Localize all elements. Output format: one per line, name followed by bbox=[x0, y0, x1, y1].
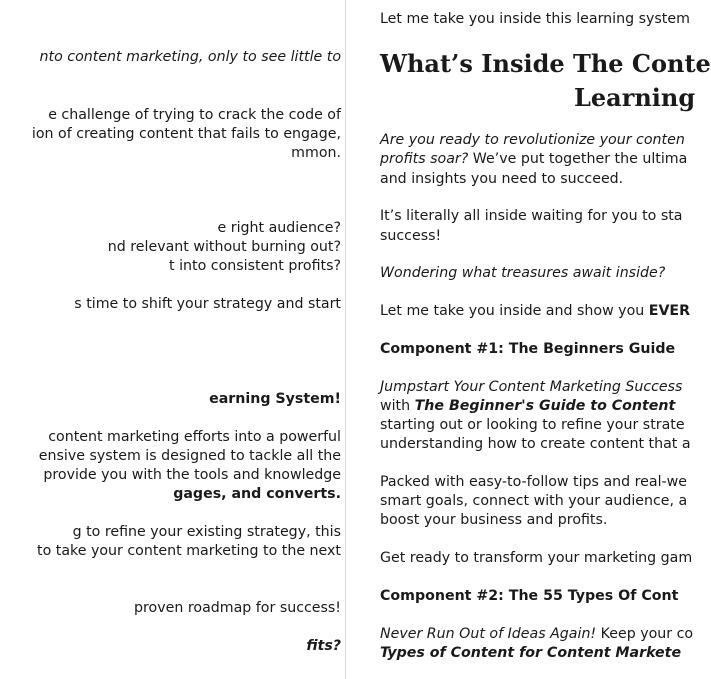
page-title: What’s Inside The Conte bbox=[380, 49, 711, 78]
left-heading-learning-system: earning System! bbox=[209, 391, 341, 407]
component-1-guide-title: The Beginner's Guide to Content bbox=[414, 398, 676, 414]
intro-paragraph-italic: profits soar? bbox=[380, 151, 469, 167]
page-title-line-2: Learning bbox=[574, 83, 696, 112]
component-1b-line-2: smart goals, connect with your audience, a bbox=[380, 493, 688, 509]
component-1b-line-3: boost your business and profits. bbox=[380, 512, 608, 528]
left-line-8: s time to shift your strategy and start bbox=[74, 296, 341, 312]
component-1b-line-1: Packed with easy-to-follow tips and real-we bbox=[380, 474, 687, 490]
left-line-16: proven roadmap for success! bbox=[134, 600, 341, 616]
left-line-15: to take your content marketing to the next bbox=[37, 543, 341, 559]
intro-paragraph-line-2 bbox=[380, 150, 687, 169]
show-everything-bold: EVER bbox=[648, 303, 691, 319]
inside-paragraph-line-1: It’s literally all inside waiting for you to sta bbox=[380, 208, 683, 224]
left-line-13: gages, and converts. bbox=[173, 486, 341, 502]
left-line-17: fits? bbox=[306, 638, 341, 654]
component-2-italic: Never Run Out of Ideas Again! bbox=[380, 626, 597, 642]
component-2-line-2: Types of Content for Content Markete bbox=[380, 645, 682, 661]
left-line-14: g to refine your existing strategy, this bbox=[72, 524, 341, 540]
component-1-line-3: starting out or looking to refine your strate bbox=[380, 417, 685, 433]
inside-paragraph-line-2: success! bbox=[380, 228, 442, 244]
component-1-with: with bbox=[380, 398, 415, 414]
component-2-line-1 bbox=[380, 625, 693, 644]
left-line-11: ensive system is designed to tackle all the bbox=[38, 448, 341, 464]
component-1-line-1: Jumpstart Your Content Marketing Success bbox=[380, 379, 683, 395]
component-1c-line: Get ready to transform your marketing gam bbox=[380, 550, 693, 566]
left-line-1: nto content marketing, only to see little to bbox=[39, 49, 341, 65]
intro-paragraph-rest: We’ve put together the ultima bbox=[468, 151, 688, 167]
left-line-3: ion of creating content that fails to engage, bbox=[31, 126, 341, 142]
component-2-heading: Component #2: The 55 Types Of Cont bbox=[380, 588, 679, 604]
right-page bbox=[347, 0, 711, 679]
left-line-7: t into consistent profits? bbox=[169, 258, 341, 274]
show-everything-text: Let me take you inside and show you bbox=[380, 303, 649, 319]
left-line-12: provide you with the tools and knowledge bbox=[43, 467, 341, 483]
component-1-heading: Component #1: The Beginners Guide bbox=[380, 341, 676, 357]
component-1-line-2 bbox=[380, 397, 675, 416]
intro-paragraph-line-1: Are you ready to revolutionize your conten bbox=[380, 132, 685, 148]
component-2-rest: Keep your co bbox=[596, 626, 694, 642]
wondering-line: Wondering what treasures await inside? bbox=[380, 265, 666, 281]
component-1-line-4: understanding how to create content that a bbox=[380, 436, 691, 452]
left-line-10: content marketing efforts into a powerful bbox=[48, 429, 341, 445]
left-line-5: e right audience? bbox=[217, 220, 341, 236]
right-intro: Let me take you inside this learning system bbox=[380, 11, 690, 27]
page-divider bbox=[345, 0, 346, 679]
show-everything-line bbox=[380, 302, 690, 321]
left-page bbox=[0, 0, 345, 679]
left-line-4: mmon. bbox=[291, 145, 341, 161]
left-line-6: nd relevant without burning out? bbox=[107, 239, 341, 255]
intro-paragraph-line-3: and insights you need to succeed. bbox=[380, 171, 624, 187]
left-line-2: e challenge of trying to crack the code of bbox=[48, 107, 341, 123]
